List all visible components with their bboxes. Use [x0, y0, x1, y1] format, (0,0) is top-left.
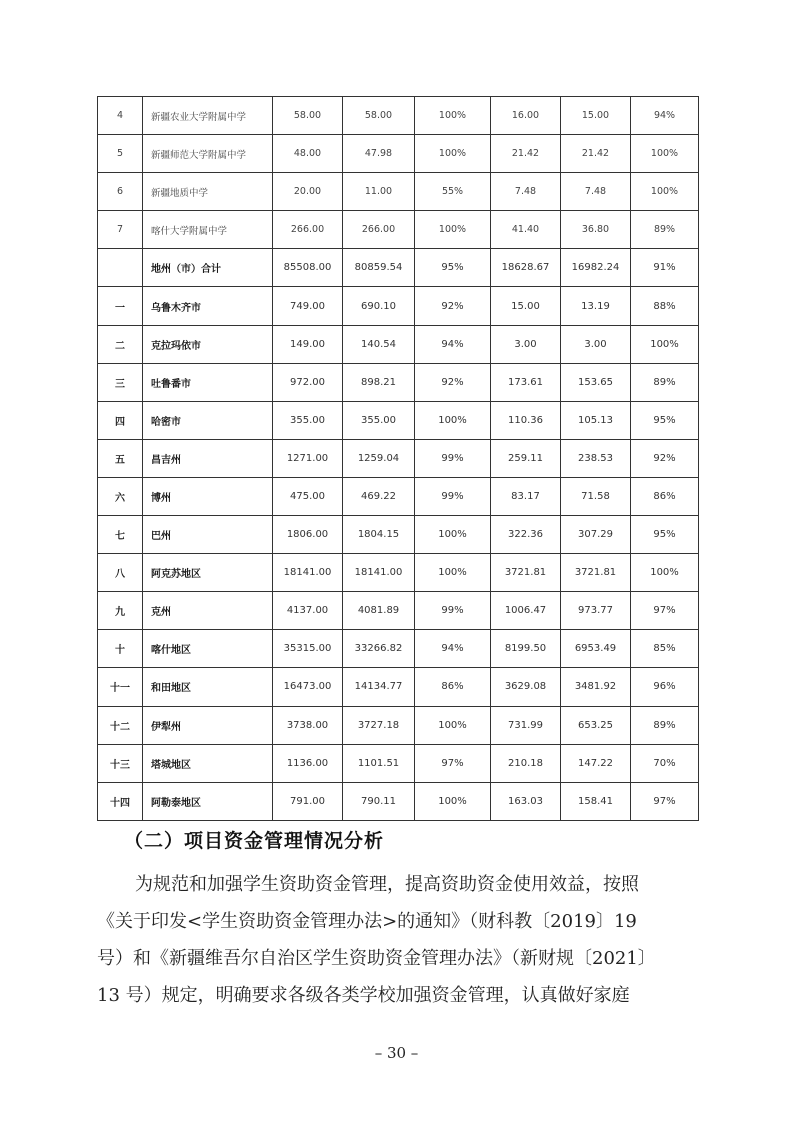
cell-percent: 100%	[631, 173, 699, 211]
row-name: 乌鲁木齐市	[143, 287, 273, 325]
table-row	[98, 516, 699, 554]
cell-percent: 100%	[415, 516, 491, 554]
cell-value: 266.00	[343, 211, 415, 249]
cell-percent: 86%	[415, 668, 491, 706]
cell-percent: 92%	[631, 439, 699, 477]
row-name: 伊犁州	[143, 706, 273, 744]
cell-value: 4081.89	[343, 592, 415, 630]
cell-value: 3721.81	[491, 554, 561, 592]
cell-percent: 100%	[415, 97, 491, 135]
cell-value: 110.36	[491, 401, 561, 439]
table-row	[98, 554, 699, 592]
table-row	[98, 477, 699, 515]
row-name: 新疆师范大学附属中学	[143, 135, 273, 173]
table-row	[98, 211, 699, 249]
table-row	[98, 706, 699, 744]
row-index: 八	[98, 554, 143, 592]
cell-value: 48.00	[273, 135, 343, 173]
row-name: 克拉玛依市	[143, 325, 273, 363]
row-name: 地州（市）合计	[143, 249, 273, 287]
cell-value: 731.99	[491, 706, 561, 744]
cell-value: 21.42	[491, 135, 561, 173]
row-name: 喀什大学附属中学	[143, 211, 273, 249]
section-paragraph	[97, 866, 712, 1014]
cell-value: 16.00	[491, 97, 561, 135]
cell-value: 18141.00	[343, 554, 415, 592]
row-index: 九	[98, 592, 143, 630]
paragraph-line: 为规范和加强学生资助资金管理，提高资助资金使用效益，按照	[135, 874, 639, 895]
cell-percent: 99%	[415, 439, 491, 477]
cell-percent: 70%	[631, 744, 699, 782]
cell-value: 1804.15	[343, 516, 415, 554]
cell-value: 3.00	[561, 325, 631, 363]
cell-value: 41.40	[491, 211, 561, 249]
cell-percent: 100%	[415, 135, 491, 173]
cell-value: 15.00	[561, 97, 631, 135]
cell-percent: 86%	[631, 477, 699, 515]
cell-value: 35315.00	[273, 630, 343, 668]
cell-value: 85508.00	[273, 249, 343, 287]
row-name: 昌吉州	[143, 439, 273, 477]
cell-percent: 100%	[415, 401, 491, 439]
cell-value: 36.80	[561, 211, 631, 249]
cell-percent: 89%	[631, 363, 699, 401]
cell-value: 475.00	[273, 477, 343, 515]
cell-percent: 97%	[631, 782, 699, 820]
cell-value: 16473.00	[273, 668, 343, 706]
table-row	[98, 744, 699, 782]
funding-table	[97, 96, 699, 821]
cell-value: 898.21	[343, 363, 415, 401]
table-row	[98, 782, 699, 820]
row-index: 十	[98, 630, 143, 668]
table-row	[98, 173, 699, 211]
cell-value: 11.00	[343, 173, 415, 211]
paragraph-line: 13 号）规定，明确要求各级各类学校加强资金管理，认真做好家庭	[97, 985, 630, 1006]
row-index: 十一	[98, 668, 143, 706]
cell-value: 3721.81	[561, 554, 631, 592]
cell-value: 18141.00	[273, 554, 343, 592]
row-index: 四	[98, 401, 143, 439]
cell-percent: 91%	[631, 249, 699, 287]
cell-value: 105.13	[561, 401, 631, 439]
cell-value: 20.00	[273, 173, 343, 211]
row-name: 哈密市	[143, 401, 273, 439]
cell-percent: 94%	[631, 97, 699, 135]
cell-value: 80859.54	[343, 249, 415, 287]
cell-value: 163.03	[491, 782, 561, 820]
cell-value: 973.77	[561, 592, 631, 630]
row-name: 阿勒泰地区	[143, 782, 273, 820]
cell-value: 15.00	[491, 287, 561, 325]
cell-percent: 95%	[415, 249, 491, 287]
table-row	[98, 325, 699, 363]
cell-value: 266.00	[273, 211, 343, 249]
row-name: 塔城地区	[143, 744, 273, 782]
cell-value: 7.48	[561, 173, 631, 211]
cell-value: 749.00	[273, 287, 343, 325]
cell-percent: 89%	[631, 706, 699, 744]
table-row	[98, 135, 699, 173]
cell-percent: 99%	[415, 477, 491, 515]
cell-value: 140.54	[343, 325, 415, 363]
section-heading: （二）项目资金管理情况分析	[124, 830, 385, 852]
cell-percent: 85%	[631, 630, 699, 668]
cell-value: 147.22	[561, 744, 631, 782]
table-row	[98, 287, 699, 325]
row-index: 二	[98, 325, 143, 363]
cell-value: 173.61	[491, 363, 561, 401]
cell-value: 149.00	[273, 325, 343, 363]
cell-value: 790.11	[343, 782, 415, 820]
cell-percent: 95%	[631, 401, 699, 439]
row-name: 博州	[143, 477, 273, 515]
cell-value: 21.42	[561, 135, 631, 173]
row-index: 6	[98, 173, 143, 211]
table-row	[98, 630, 699, 668]
row-name: 喀什地区	[143, 630, 273, 668]
cell-value: 307.29	[561, 516, 631, 554]
cell-value: 791.00	[273, 782, 343, 820]
cell-percent: 100%	[415, 211, 491, 249]
page-number: – 30 –	[374, 1044, 419, 1062]
cell-value: 355.00	[273, 401, 343, 439]
cell-value: 1101.51	[343, 744, 415, 782]
row-index: 六	[98, 477, 143, 515]
cell-value: 14134.77	[343, 668, 415, 706]
cell-value: 3738.00	[273, 706, 343, 744]
cell-percent: 100%	[415, 706, 491, 744]
cell-value: 3727.18	[343, 706, 415, 744]
cell-value: 3.00	[491, 325, 561, 363]
row-index: 七	[98, 516, 143, 554]
cell-value: 158.41	[561, 782, 631, 820]
cell-value: 16982.24	[561, 249, 631, 287]
cell-value: 259.11	[491, 439, 561, 477]
cell-percent: 92%	[415, 363, 491, 401]
table-row	[98, 363, 699, 401]
cell-value: 972.00	[273, 363, 343, 401]
table-row	[98, 592, 699, 630]
cell-value: 33266.82	[343, 630, 415, 668]
cell-value: 469.22	[343, 477, 415, 515]
row-index: 三	[98, 363, 143, 401]
cell-percent: 100%	[631, 325, 699, 363]
paragraph-line: 号）和《新疆维吾尔自治区学生资助资金管理办法》（新财规〔2021〕	[97, 948, 656, 969]
funding-table-body	[98, 97, 699, 821]
table-row	[98, 249, 699, 287]
cell-value: 322.36	[491, 516, 561, 554]
cell-value: 71.58	[561, 477, 631, 515]
cell-percent: 95%	[631, 516, 699, 554]
cell-percent: 99%	[415, 592, 491, 630]
cell-value: 1806.00	[273, 516, 343, 554]
row-name: 阿克苏地区	[143, 554, 273, 592]
row-index	[98, 249, 143, 287]
cell-percent: 89%	[631, 211, 699, 249]
cell-value: 355.00	[343, 401, 415, 439]
row-name: 吐鲁番市	[143, 363, 273, 401]
cell-value: 4137.00	[273, 592, 343, 630]
table-row	[98, 439, 699, 477]
cell-value: 7.48	[491, 173, 561, 211]
row-name: 和田地区	[143, 668, 273, 706]
row-name: 巴州	[143, 516, 273, 554]
table-row	[98, 401, 699, 439]
cell-value: 690.10	[343, 287, 415, 325]
cell-value: 153.65	[561, 363, 631, 401]
cell-percent: 94%	[415, 325, 491, 363]
cell-value: 1006.47	[491, 592, 561, 630]
cell-percent: 92%	[415, 287, 491, 325]
cell-value: 58.00	[273, 97, 343, 135]
cell-percent: 100%	[415, 782, 491, 820]
cell-value: 1259.04	[343, 439, 415, 477]
cell-value: 83.17	[491, 477, 561, 515]
cell-percent: 55%	[415, 173, 491, 211]
row-index: 7	[98, 211, 143, 249]
cell-value: 1271.00	[273, 439, 343, 477]
row-index: 5	[98, 135, 143, 173]
cell-value: 3629.08	[491, 668, 561, 706]
cell-percent: 94%	[415, 630, 491, 668]
cell-value: 8199.50	[491, 630, 561, 668]
cell-value: 3481.92	[561, 668, 631, 706]
cell-value: 1136.00	[273, 744, 343, 782]
cell-percent: 97%	[631, 592, 699, 630]
cell-value: 47.98	[343, 135, 415, 173]
cell-value: 210.18	[491, 744, 561, 782]
row-index: 一	[98, 287, 143, 325]
table-row	[98, 97, 699, 135]
cell-value: 238.53	[561, 439, 631, 477]
row-name: 克州	[143, 592, 273, 630]
cell-value: 13.19	[561, 287, 631, 325]
cell-percent: 96%	[631, 668, 699, 706]
cell-value: 653.25	[561, 706, 631, 744]
row-index: 十三	[98, 744, 143, 782]
cell-percent: 88%	[631, 287, 699, 325]
row-index: 十四	[98, 782, 143, 820]
table-row	[98, 668, 699, 706]
row-index: 五	[98, 439, 143, 477]
cell-percent: 100%	[631, 135, 699, 173]
cell-percent: 100%	[415, 554, 491, 592]
cell-value: 18628.67	[491, 249, 561, 287]
cell-value: 58.00	[343, 97, 415, 135]
row-index: 4	[98, 97, 143, 135]
cell-percent: 100%	[631, 554, 699, 592]
paragraph-line: 《关于印发<学生资助资金管理办法>的通知》（财科教〔2019〕19	[97, 911, 637, 932]
row-name: 新疆地质中学	[143, 173, 273, 211]
row-name: 新疆农业大学附属中学	[143, 97, 273, 135]
cell-percent: 97%	[415, 744, 491, 782]
row-index: 十二	[98, 706, 143, 744]
cell-value: 6953.49	[561, 630, 631, 668]
